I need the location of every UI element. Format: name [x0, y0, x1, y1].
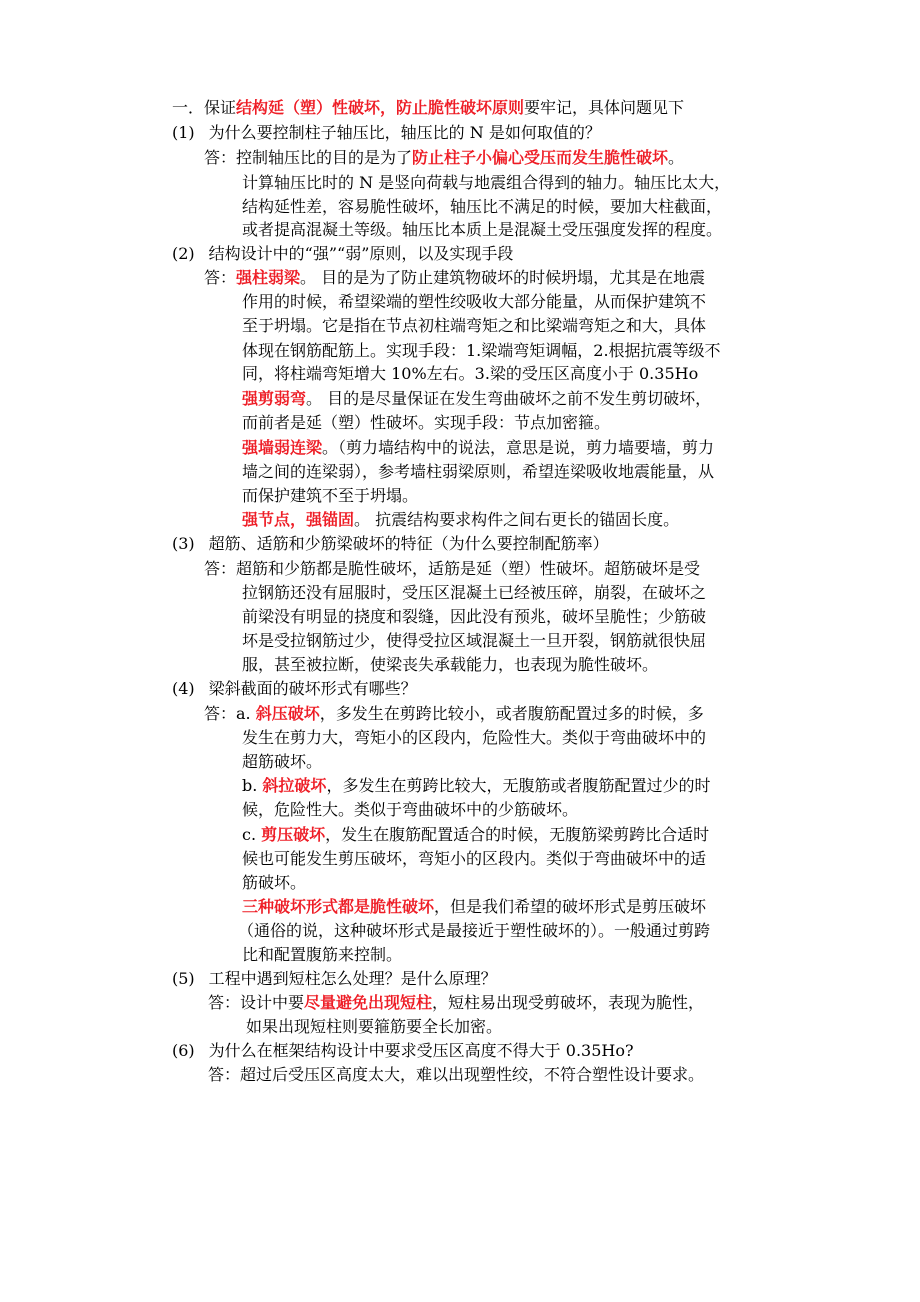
answer-5-line: 如果出现短柱则要箍筋要全长加密。 — [246, 1017, 503, 1036]
answer-4-line: 候也可能发生剪压破坏，弯矩小的区段内。类似于弯曲破坏中的适 — [242, 849, 707, 868]
answer-highlight: 三种破坏形式都是脆性破坏 — [242, 897, 435, 916]
answer-label: 答： — [208, 1065, 241, 1084]
answer-text: 。 目的是为了防止建筑物破坏的时候坍塌，尤其是在地震 — [300, 268, 706, 287]
answer-3-line: 拉钢筋还没有屈服时，受压区混凝土已经被压碎，崩裂，在破坏之 — [242, 583, 707, 602]
answer-2-line: 至于坍塌。它是指在节点初柱端弯矩之和比梁端弯矩之和大，具体 — [242, 316, 707, 335]
answer-4-summary — [242, 896, 706, 920]
answer-label: 答： — [208, 993, 241, 1012]
question-text: 工程中遇到短柱怎么处理？是什么原理？ — [208, 969, 497, 988]
question-5 — [172, 968, 497, 992]
answer-text: 。（剪力墙结构中的说法，意思是说，剪力墙要墙，剪力 — [322, 438, 715, 457]
question-6 — [172, 1040, 634, 1064]
answer-text: 超筋和少筋都是脆性破坏，适筋是延（塑）性破坏。超筋破坏是受 — [236, 559, 701, 578]
answer-text: ，多发生在剪跨比较大，无腹筋或者腹筋配置过少的时 — [326, 776, 711, 795]
answer-text: ，短柱易出现受剪破坏，表现为脆性， — [432, 993, 705, 1012]
answer-1-line: 计算轴压比时的 N 是竖向荷载与地震组合得到的轴力。轴压比太大， — [242, 173, 731, 192]
answer-4-item-b — [242, 775, 710, 799]
answer-4-item-a — [204, 703, 704, 727]
answer-label: 答： — [204, 148, 237, 167]
answer-2-line: 作用的时候，希望梁端的塑性绞吸收大部分能量，从而保护建筑不 — [242, 292, 707, 311]
answer-2-strong-column — [204, 267, 705, 291]
answer-text: 。 抗震结构要求构件之间右更长的锚固长度。 — [354, 510, 680, 529]
answer-2-line: 体现在钢筋配筋上。实现手段：1.梁端弯矩调幅，2.根据抗震等级不 — [242, 341, 721, 360]
question-text: 为什么在框架结构设计中要求受压区高度不得大于 0.35Ho? — [208, 1041, 634, 1060]
section-heading — [172, 97, 684, 121]
answer-text: ，多发生在剪跨比较小，或者腹筋配置过多的时候，多 — [319, 704, 704, 723]
question-text: 为什么要控制柱子轴压比，轴压比的 N 是如何取值的？ — [208, 123, 601, 142]
question-3 — [172, 533, 609, 557]
answer-label: 答： — [204, 268, 237, 287]
answer-highlight: 强剪弱弯 — [242, 389, 307, 408]
question-number: (6) — [172, 1041, 195, 1060]
question-2 — [172, 243, 513, 267]
answer-3-line: 坏是受拉钢筋过少，使得受拉区域混凝土一旦开裂，钢筋就很快屈 — [242, 631, 707, 650]
answer-text: 控制轴压比的目的是为了 — [236, 148, 413, 167]
answer-3-line: 前梁没有明显的挠度和裂缝，因此没有预兆，破坏呈脆性；少筋破 — [242, 607, 707, 626]
answer-2-line: 墙之间的连梁弱），参考墙柱弱梁原则，希望连梁吸收地震能量，从 — [242, 462, 715, 481]
answer-text: 。 — [668, 148, 685, 167]
answer-highlight: 强墙弱连梁 — [242, 438, 323, 457]
question-text: 梁斜截面的破坏形式有哪些？ — [208, 679, 417, 698]
answer-4-line: 筋破坏。 — [242, 873, 307, 892]
answer-highlight: 斜拉破坏 — [262, 776, 327, 795]
answer-3-first-line — [204, 558, 700, 582]
answer-3-line: 服，甚至被拉断，使梁丧失承载能力，也表现为脆性破坏。 — [242, 655, 659, 674]
item-label: a. — [236, 704, 251, 723]
answer-2-strong-shear — [242, 388, 711, 412]
answer-highlight: 尽量避免出现短柱 — [304, 993, 433, 1012]
answer-4-line: （通俗的说，这种破坏形式是最接近于塑性破坏的）。一般通过剪跨 — [238, 921, 711, 940]
heading-prefix: 一．保证 — [172, 98, 237, 117]
answer-4-line: 超筋破坏。 — [242, 752, 323, 771]
answer-2-line: 同，将柱端弯矩增大 10%左右。3.梁的受压区高度小于 0.35Ho — [242, 364, 699, 383]
answer-text: 设计中要 — [240, 993, 305, 1012]
answer-highlight: 强节点，强锚固 — [242, 510, 355, 529]
answer-highlight: 强柱弱梁 — [236, 268, 301, 287]
answer-text: 。 目的是尽量保证在发生弯曲破坏之前不发生剪切破坏， — [306, 389, 712, 408]
answer-1-line: 结构延性差，容易脆性破坏，轴压比不满足的时候，要加大柱截面， — [242, 197, 723, 216]
question-number: (3) — [172, 534, 195, 553]
question-number: (2) — [172, 244, 195, 263]
answer-4-line: 比和配置腹筋来控制。 — [242, 945, 403, 964]
heading-suffix: 要牢记，具体问题见下 — [524, 98, 685, 117]
answer-text: 超过后受压区高度太大，难以出现塑性绞，不符合塑性设计要求。 — [240, 1065, 705, 1084]
answer-highlight: 防止柱子小偏心受压而发生脆性破坏 — [412, 148, 669, 167]
answer-2-line: 而前者是延（塑）性破坏。实现手段：节点加密箍。 — [242, 413, 611, 432]
question-number: (4) — [172, 679, 195, 698]
answer-2-strong-wall — [242, 437, 714, 461]
question-1 — [172, 122, 601, 146]
question-4 — [172, 678, 417, 702]
answer-label: 答： — [204, 559, 237, 578]
answer-text: ，但是我们希望的破坏形式是剪压破坏 — [434, 897, 707, 916]
question-number: (5) — [172, 969, 195, 988]
answer-4-item-c — [242, 824, 709, 848]
answer-6 — [208, 1064, 704, 1088]
question-text: 结构设计中的“强”“弱”原则，以及实现手段 — [208, 244, 514, 263]
heading-highlight: 结构延（塑）性破坏，防止脆性破坏原则 — [236, 98, 525, 117]
answer-5-first-line — [208, 992, 704, 1016]
item-label: c. — [242, 825, 257, 844]
answer-highlight: 斜压破坏 — [255, 704, 320, 723]
question-number: (1) — [172, 123, 195, 142]
answer-4-line: 候，危险性大。类似于弯曲破坏中的少筋破坏。 — [242, 800, 579, 819]
question-text: 超筋、适筋和少筋梁破坏的特征（为什么要控制配筋率） — [208, 534, 609, 553]
answer-label: 答： — [204, 704, 237, 723]
answer-1-line: 或者提高混凝土等级。轴压比本质上是混凝土受压强度发挥的程度。 — [242, 220, 723, 239]
answer-1-first-line — [204, 147, 684, 171]
answer-2-strong-joint — [242, 509, 679, 533]
answer-4-line: 发生在剪力大，弯矩小的区段内，危险性大。类似于弯曲破坏中的 — [242, 728, 707, 747]
answer-2-line: 而保护建筑不至于坍塌。 — [242, 486, 419, 505]
item-label: b. — [242, 776, 258, 795]
answer-highlight: 剪压破坏 — [261, 825, 326, 844]
answer-text: ，发生在腹筋配置适合的时候，无腹筋梁剪跨比合适时 — [325, 825, 710, 844]
